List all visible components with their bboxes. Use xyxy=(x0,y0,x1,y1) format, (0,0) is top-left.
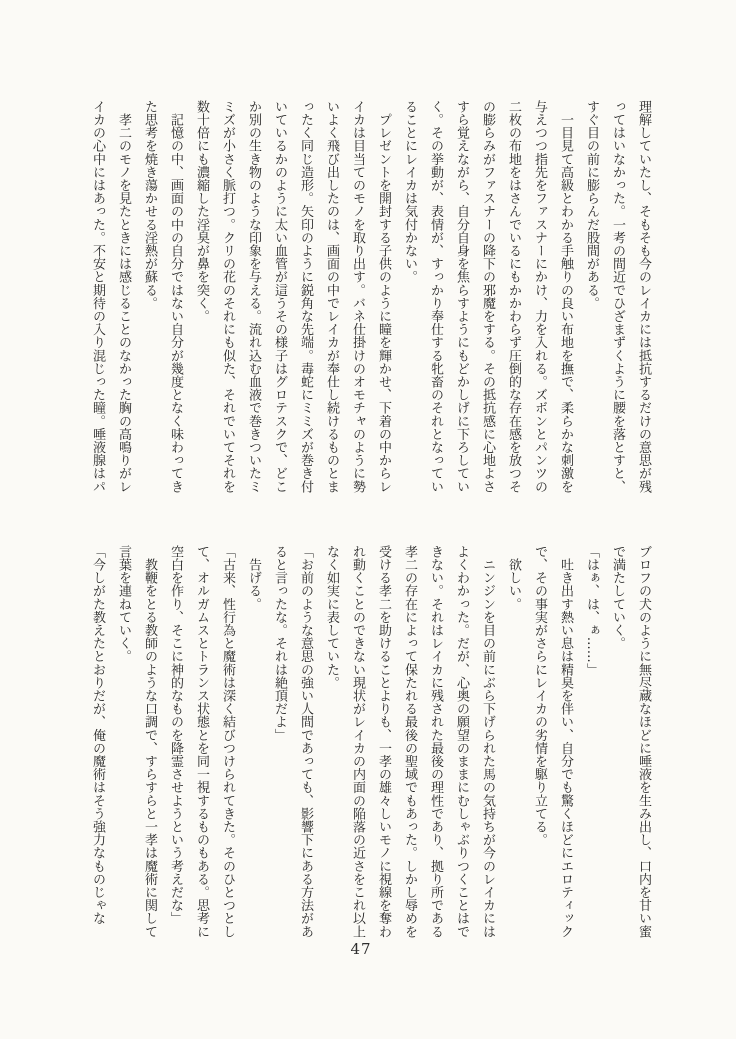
text-column: 数十倍にも濃縮した淫臭が鼻を突く。 xyxy=(194,100,209,323)
text-column: すら覚えながら、自分自身を焦らすようにもどかしげに下ろしてい xyxy=(454,100,469,493)
text-column: 「古来、性行為と魔術は深く結びつけられてきた。そのひとつとし xyxy=(220,545,235,938)
text-column: ニンジンを目の前にぶら下げられた馬の気持ちが今のレイカには xyxy=(480,545,495,938)
text-column: ったく同じ造形。矢印のように鋭角な先端。毒蛇にミミズが巻き付 xyxy=(298,100,313,493)
text-column: ブロフの犬のように無尽蔵なほどに唾液を生み出し、口内を甘い蜜 xyxy=(636,545,651,938)
text-column: て、オルガムスとトランス状態とを同一視するものもある。思考に xyxy=(194,545,209,938)
text-column: で、その事実がさらにレイカの劣情を駆り立てる。 xyxy=(532,545,547,847)
text-column: イカの心中にはあった。不安と期待の入り混じった瞳。唾液腺はパ xyxy=(90,100,105,493)
text-column: く。その挙動が、表情が、すっかり奉仕する牝畜のそれとなってい xyxy=(428,100,443,493)
text-column: 理解していたし、そもそも今のレイカには抵抗するだけの意思が残 xyxy=(636,100,651,493)
text-column: た思考を焼き蕩かせる淫熱が蘇る。 xyxy=(142,100,157,310)
text-column: 欲しい。 xyxy=(506,545,521,611)
text-column: で満たしていく。 xyxy=(610,545,625,650)
text-column: ってはいなかった。一考の間近でひざまずくように腰を落とすと、 xyxy=(610,100,625,493)
text-column: 二枚の布地をはさんでいるにもかかわらず圧倒的な存在感を放つそ xyxy=(506,100,521,493)
text-column: よくわかった。だが、心奥の願望のままにむしゃぶりつくことはで xyxy=(454,545,469,938)
text-column: 空白を作り、そこに神的なものを降霊させようという考えだな」 xyxy=(168,545,183,925)
text-column: なく如実に表していた。 xyxy=(324,545,339,690)
text-column: 「お前のような意思の強い人間であっても、影響下にある方法があ xyxy=(298,545,313,938)
text-column: ると言ったな。それは絶頂だよ」 xyxy=(272,545,287,742)
text-column: 受ける孝二を助けることよりも、一孝の雄々しいモノに視線を奪わ xyxy=(376,545,391,938)
text-column: か別の生き物のような印象を与える。流れ込む血液で巻きついたミ xyxy=(246,100,261,493)
lower-text-band xyxy=(84,545,656,965)
text-column: 孝二のモノを見たときには感じることのなかった胸の高鳴りがレ xyxy=(116,100,131,493)
page-number: 47 xyxy=(350,940,372,958)
text-column: ることにレイカは気付かない。 xyxy=(402,100,417,284)
text-column: 「今しがた教えたとおりだが、俺の魔術はそう強力なものじゃな xyxy=(90,545,105,925)
text-column: 一目見て高級とわかる手触りの良い布地を撫で、柔らかな刺激を xyxy=(558,100,573,493)
text-column: 教鞭をとる教師のような口調で、すらすらと一孝は魔術に関して xyxy=(142,545,157,938)
text-column: ミズが小さく脈打つ。クリの花のそれにも似た、それでいてそれを xyxy=(220,100,235,493)
text-column: 「はぁ、は、ぁ……」 xyxy=(584,545,599,676)
upper-text-band xyxy=(84,100,656,520)
text-column: いているかのように太い血管が這うその様子はグロテスクで、どこ xyxy=(272,100,287,493)
text-column: すぐ目の前に膨らんだ股間がある。 xyxy=(584,100,599,310)
text-column: 孝二の存在によって保たれる最後の聖域でもあった。しかし辱めを xyxy=(402,545,417,938)
text-column: 言葉を連ねていく。 xyxy=(116,545,131,663)
text-column: きない。それはレイカに残された最後の理性であり、拠り所である xyxy=(428,545,443,938)
text-column: プレゼントを開封する子供のように瞳を輝かせ、下着の中からレ xyxy=(376,100,391,493)
text-column: イカは目当てのモノを取り出す。バネ仕掛けのオモチャのように勢 xyxy=(350,100,365,493)
text-column: 与えつつ指先をファスナーにかけ、力を入れる。ズボンとパンツの xyxy=(532,100,547,493)
text-column: の膨らみがファスナーの降下の邪魔をする。その抵抗感に心地よさ xyxy=(480,100,495,493)
text-column: 記憶の中、画面の中の自分ではない自分が幾度となく味わってき xyxy=(168,100,183,493)
text-column: 告げる。 xyxy=(246,545,261,611)
text-column: 吐き出す熱い息は精臭を伴い、自分でも驚くほどにエロティック xyxy=(558,545,573,938)
text-column: れ動くことのできない現状がレイカの内面の陥落の近さをこれ以上 xyxy=(350,545,365,938)
text-column: いよく飛び出したのは、画面の中でレイカが奉仕し続けるものとま xyxy=(324,100,339,493)
